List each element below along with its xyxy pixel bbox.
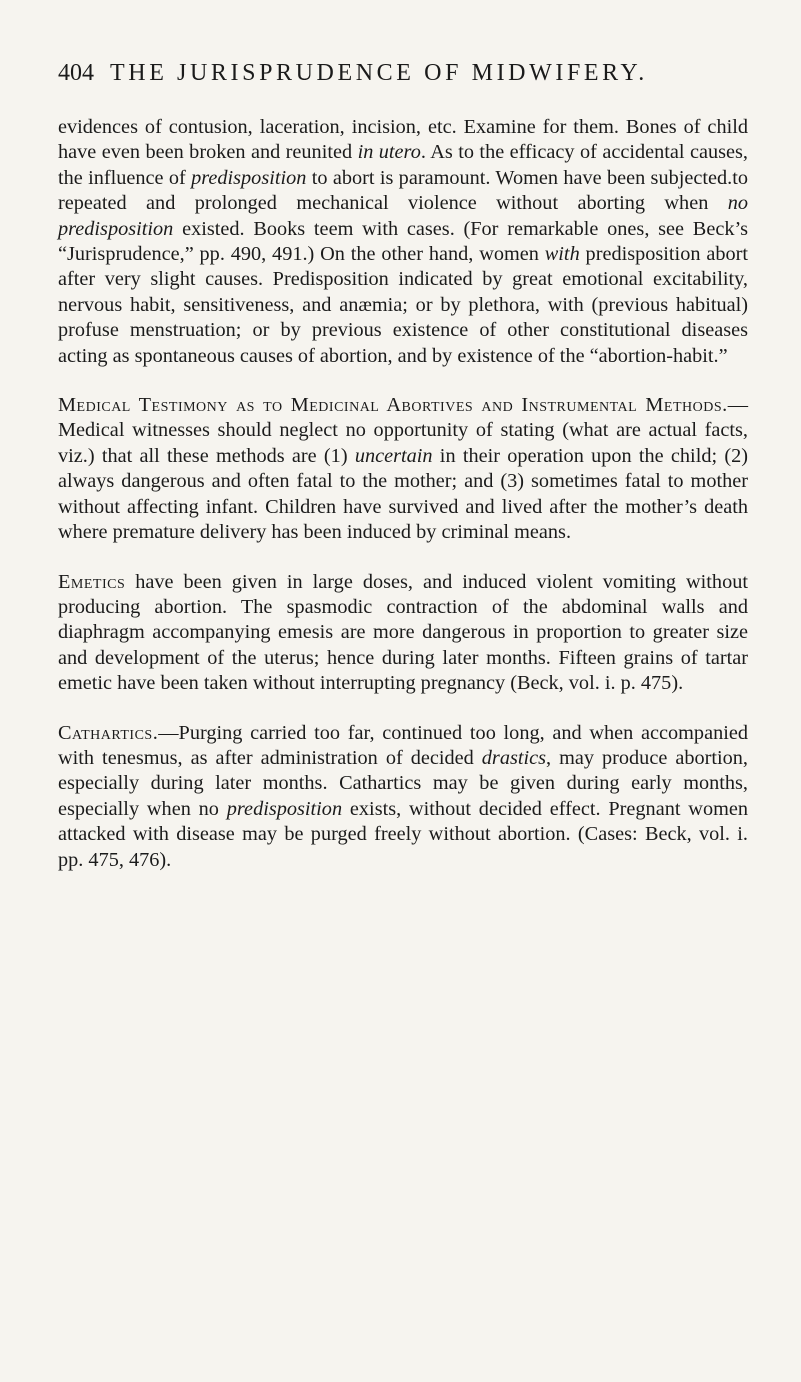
paragraph-medical-testimony [58,393,748,545]
paragraph-text: —Medical witnesses should neglect no opportunity of stating (what are actual facts, viz.) that all these methods are (1) [58,394,748,467]
paragraph-text: in their operation upon the child; (2) always dangerous and often fatal to the mother; and (3) sometimes fatal to mother without affecting infant. Children have survived and lived after the mother’s death where premature delivery has been induced by criminal means. [58,444,748,544]
paragraph-emetics [58,570,748,697]
italic-text: uncertain [354,444,433,467]
paragraph-text: to abort is paramount. Women have been subjected.to repeated and prolonged mechanical violence without aborting when [58,166,748,215]
paragraph-text: have been given in large doses, and induced violent vomiting without producing abortion. The spasmodic contraction of the abdominal walls and diaphragm accompanying emesis are more dangerous in proportion to greater size and development of the uterus; hence during later months. Fifteen grains of tartar emetic have been taken without interrupting pregnancy (Beck, vol. i. p. 475). [58,570,748,695]
paragraph-text: —Purging carried too far, continued too long, and when accompanied with tenesmus, as after administration of decided [58,721,748,769]
section-heading: Medical Testimony as to Medicinal Abortives and Instrumental Methods. [58,394,728,417]
book-page [58,60,748,873]
section-heading: Emetics [58,570,126,593]
italic-text: predisposition [226,797,343,820]
paragraph-contusion-predisposition [58,115,748,369]
italic-text: with [544,243,580,266]
paragraph-text: existed. Books teem with cases. (For remarkable ones, see Beck’s “Jurisprudence,” pp. 490, 491.) On the other hand, women [58,217,748,266]
body-text [58,115,748,873]
italic-text: predisposition [191,166,307,189]
italic-text: in utero [357,141,421,164]
paragraph-cathartics [58,721,748,873]
paragraph-text: , may produce abortion, especially during later months. Cathartics may be given during early months, especially when no [58,746,748,820]
paragraph-text: . As to the efficacy of accidental causes, the influence of [58,141,748,189]
paragraph-text: evidences of contusion, laceration, incision, etc. Examine for them. Bones of child have even been broken and reunited [58,116,748,164]
italic-text: drastics [481,746,547,769]
paragraph-text: predisposition abort after very slight causes. Predisposition indicated by great emotional excitability, nervous habit, sensitiveness, and anæmia; or by plethora, with (previous habitual) profuse menstruation; or by previous existence of other constitutional diseases acting as spontaneous causes of abortion, and by existence of the “abortion-habit.” [58,243,748,367]
italic-text: no predisposition [58,192,748,240]
paragraph-text: exists, without decided effect. Pregnant women attacked with disease may be purged freely without abortion. (Cases: Beck, vol. i. pp. 475, 476). [58,797,748,871]
section-heading: Cathartics. [58,721,159,744]
running-title: THE JURISPRUDENCE OF MIDWIFERY. [110,60,648,86]
page-number: 404 [58,60,94,86]
running-head [58,60,748,87]
